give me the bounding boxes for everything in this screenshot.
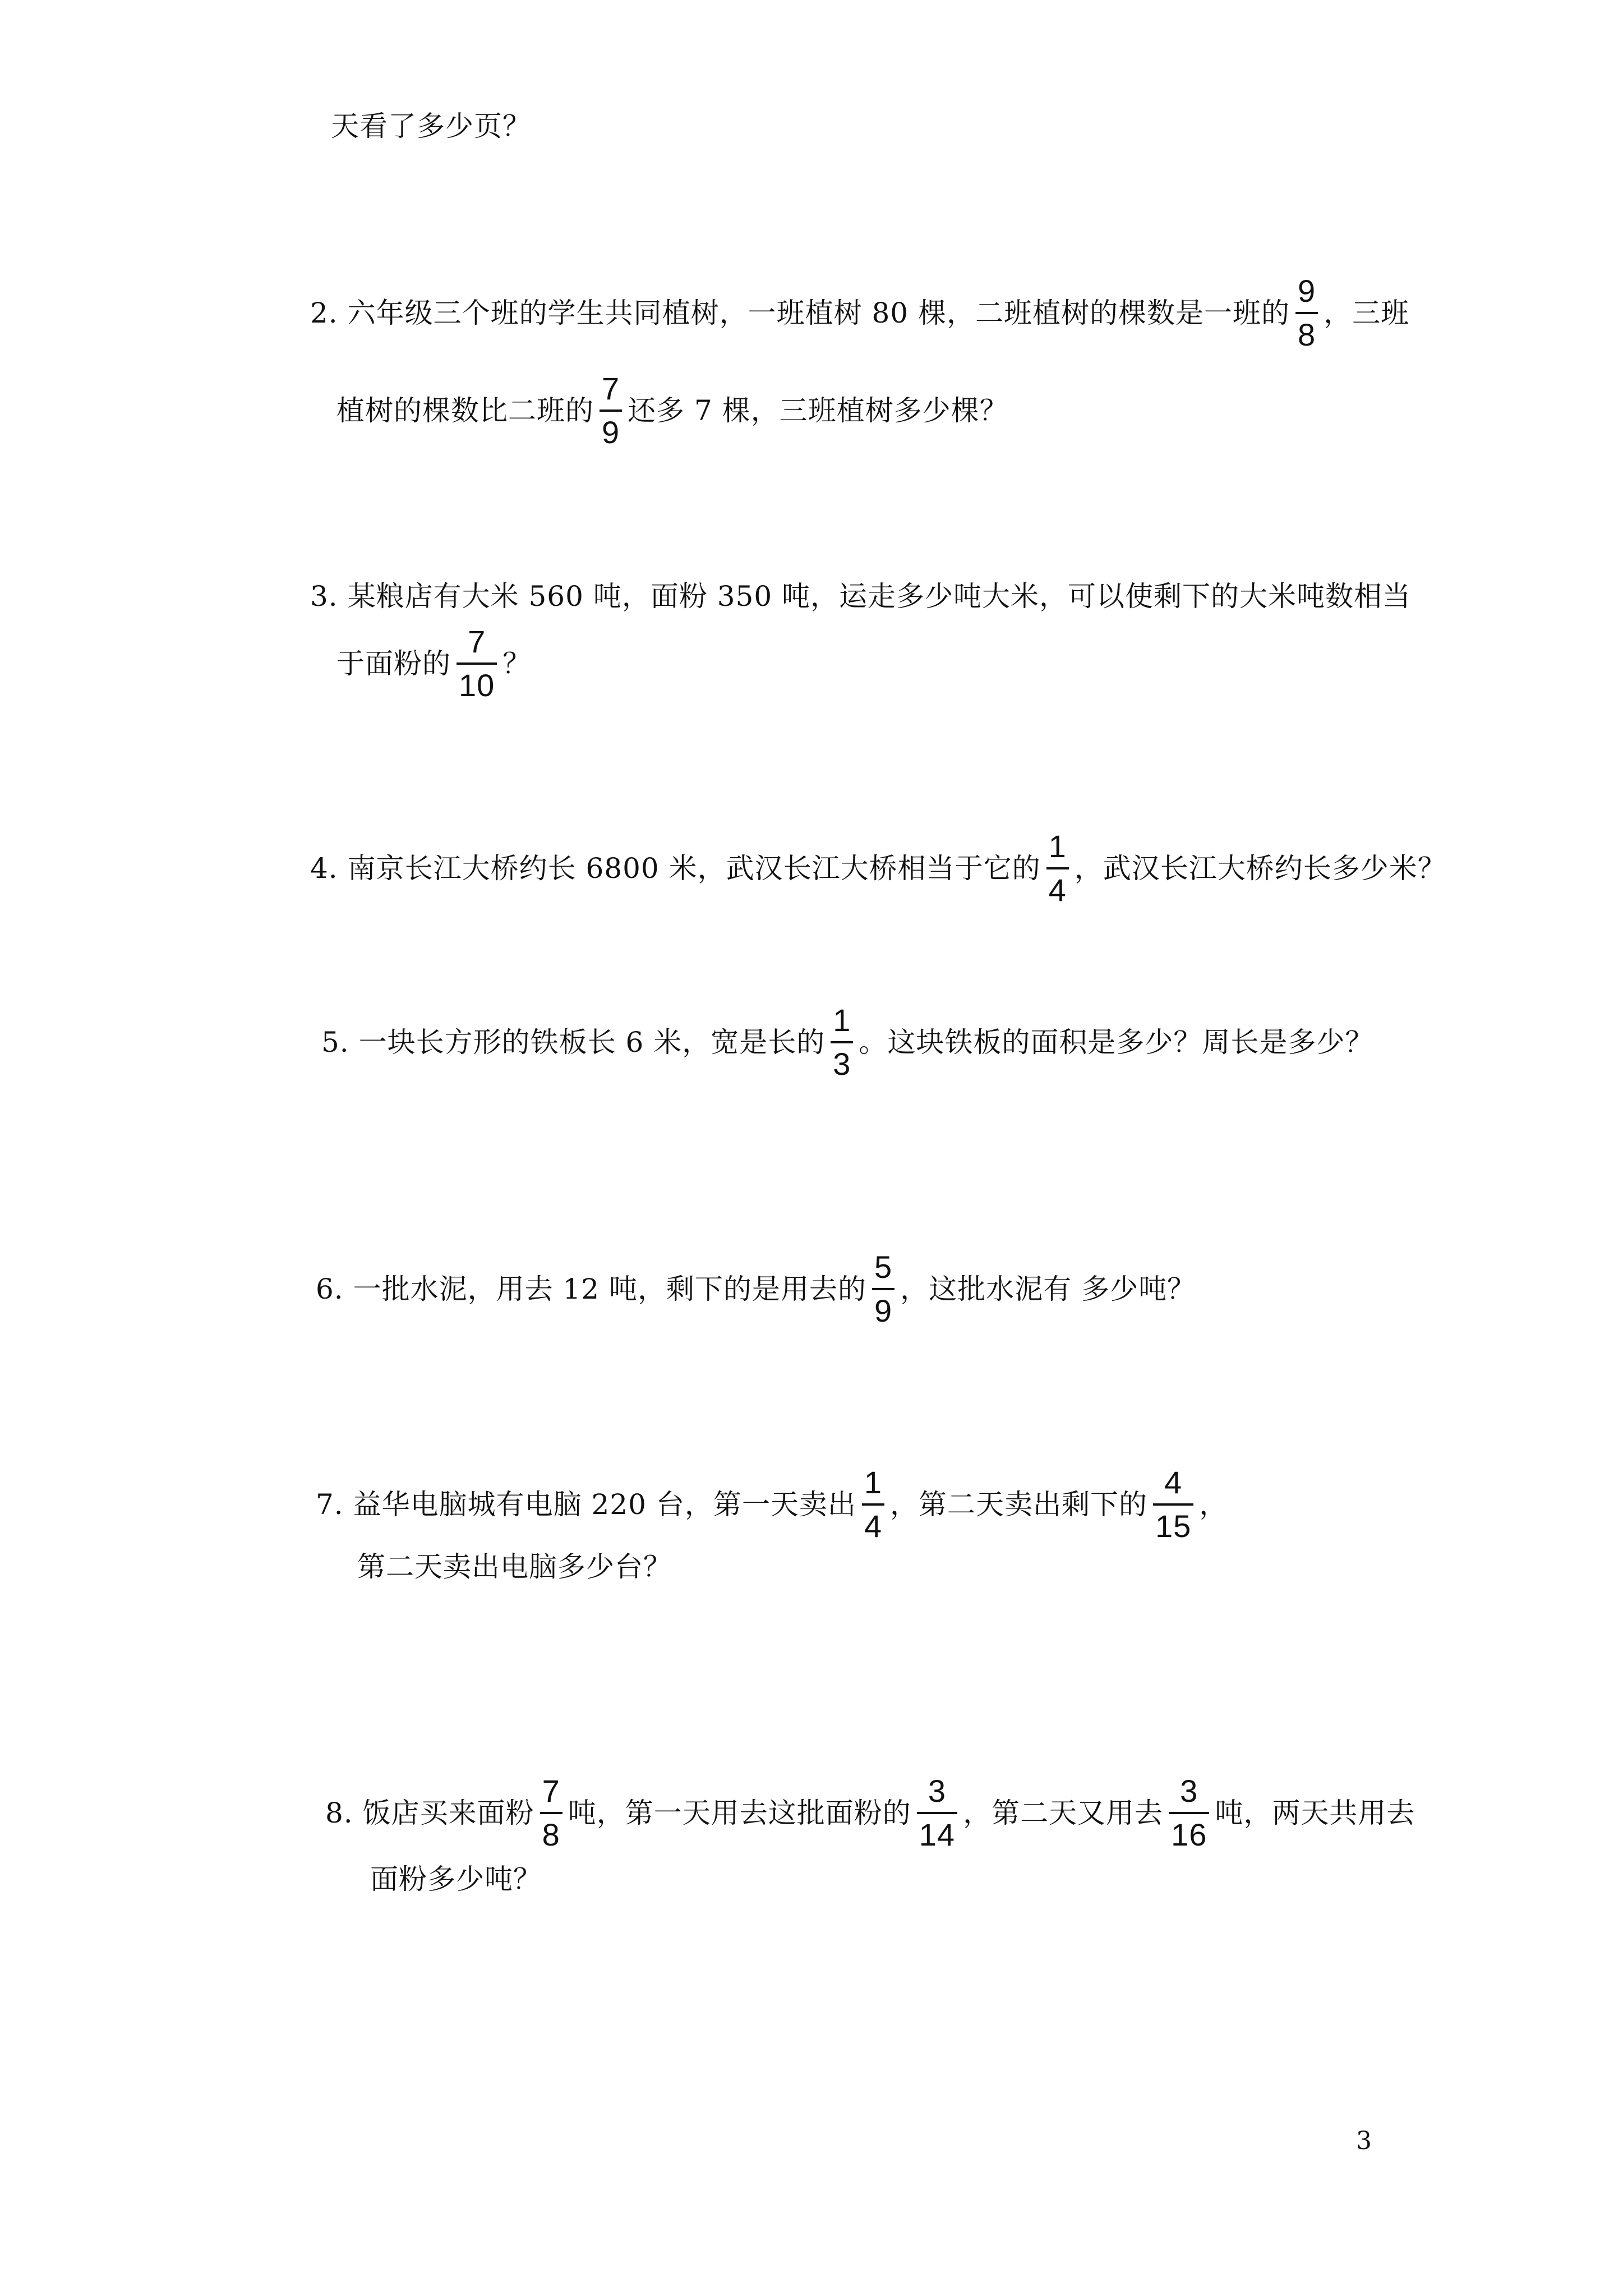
fraction <box>917 1774 957 1852</box>
question-7-line-1 <box>316 1465 1228 1543</box>
fraction-numerator: 1 <box>864 1465 882 1500</box>
fraction-numerator: 7 <box>542 1773 560 1809</box>
fraction-numerator: 7 <box>602 371 620 406</box>
fraction <box>831 1003 853 1081</box>
fraction-bar <box>917 1812 957 1814</box>
fraction-denominator: 9 <box>874 1292 893 1328</box>
fraction <box>1169 1774 1209 1852</box>
question-7-line-2 <box>357 1550 672 1583</box>
fraction-denominator: 4 <box>1048 872 1067 908</box>
question-2-line-1 <box>310 274 1409 352</box>
question-8-text-a: 8. 饭店买来面粉 <box>325 1796 534 1829</box>
question-5-line-1 <box>321 1003 1373 1081</box>
question-2-text-d: 还多 7 棵，三班植树多少棵？ <box>628 394 1008 427</box>
question-3-text-c: ？ <box>502 647 532 680</box>
question-1-tail <box>331 112 531 140</box>
question-8-text-b: 吨，第一天用去这批面粉的 <box>568 1796 911 1829</box>
question-6-text-b: ，这批水泥有 多少吨？ <box>900 1272 1196 1305</box>
question-8-line-2 <box>370 1865 542 1893</box>
question-3-line-2 <box>336 624 531 702</box>
question-3-line-1 <box>310 580 1412 613</box>
fraction-denominator: 14 <box>919 1816 956 1852</box>
fraction-bar <box>1295 312 1318 314</box>
fraction-numerator: 3 <box>928 1773 946 1809</box>
question-1-text: 天看了多少页？ <box>331 110 531 142</box>
question-5-text-b: 。这块铁板的面积是多少？周长是多少？ <box>859 1025 1374 1059</box>
fraction-denominator: 3 <box>833 1046 851 1082</box>
fraction-bar <box>457 662 497 665</box>
fraction-denominator: 16 <box>1171 1816 1207 1852</box>
question-4-line-1 <box>310 829 1446 907</box>
question-3-text-a: 3. 某粮店有大米 560 吨，面粉 350 吨，运走多少吨大米，可以使剩下的大米吨数相当 <box>310 580 1412 613</box>
question-8-text-c: ，第二天又用去 <box>963 1796 1164 1829</box>
fraction-bar <box>872 1288 895 1290</box>
fraction-bar <box>1153 1503 1193 1506</box>
fraction-numerator: 1 <box>833 1002 851 1038</box>
question-5-text-a: 5. 一块长方形的铁板长 6 米，宽是长的 <box>321 1025 826 1059</box>
question-4-text-a: 4. 南京长江大桥约长 6800 米，武汉长江大桥相当于它的 <box>310 852 1041 885</box>
fraction <box>1153 1465 1193 1543</box>
fraction-numerator: 1 <box>1048 829 1067 864</box>
fraction-bar <box>862 1503 884 1506</box>
fraction <box>540 1774 562 1852</box>
question-3-text-b: 于面粉的 <box>336 647 451 680</box>
fraction-numerator: 4 <box>1164 1465 1183 1500</box>
question-6-text-a: 6. 一批水泥，用去 12 吨，剩下的是用去的 <box>316 1272 867 1305</box>
fraction <box>862 1465 884 1543</box>
question-7-text-b: ，第二天卖出剩下的 <box>889 1488 1147 1521</box>
fraction-numerator: 3 <box>1180 1773 1198 1809</box>
fraction-bar <box>1169 1812 1209 1814</box>
question-7-text-d: 第二天卖出电脑多少台？ <box>357 1550 672 1583</box>
question-7-text-a: 7. 益华电脑城有电脑 220 台，第一天卖出 <box>316 1488 856 1521</box>
fraction <box>872 1250 895 1328</box>
fraction-bar <box>540 1812 562 1814</box>
question-2-line-2 <box>336 371 1008 449</box>
fraction-denominator: 10 <box>459 667 495 703</box>
fraction <box>600 371 622 449</box>
fraction-bar <box>600 409 622 412</box>
fraction-denominator: 15 <box>1155 1508 1192 1544</box>
question-4-text-b: ，武汉长江大桥约长多少米？ <box>1074 852 1446 885</box>
fraction-numerator: 7 <box>468 624 486 659</box>
question-2-text-a: 2. 六年级三个班的学生共同植树，一班植树 80 棵，二班植树的棵数是一班的 <box>310 296 1290 329</box>
question-2-text-b: ，三班 <box>1324 296 1410 329</box>
fraction-bar <box>1046 867 1069 869</box>
question-6-line-1 <box>316 1250 1196 1328</box>
fraction <box>1046 829 1069 907</box>
fraction <box>457 624 497 702</box>
question-2-text-c: 植树的棵数比二班的 <box>336 394 594 427</box>
fraction-numerator: 5 <box>874 1249 893 1285</box>
fraction-denominator: 8 <box>1298 316 1316 352</box>
fraction-denominator: 4 <box>864 1508 882 1544</box>
fraction-numerator: 9 <box>1298 273 1316 309</box>
fraction-denominator: 9 <box>602 414 620 450</box>
question-8-line-1 <box>325 1774 1415 1852</box>
question-8-text-d: 吨，两天共用去 <box>1215 1796 1415 1829</box>
fraction <box>1295 274 1318 352</box>
page-number: 3 <box>1356 2127 1372 2155</box>
question-7-text-c: ， <box>1199 1488 1228 1521</box>
fraction-denominator: 8 <box>542 1816 560 1852</box>
question-8-text-e: 面粉多少吨？ <box>370 1863 542 1895</box>
fraction-bar <box>831 1041 853 1043</box>
